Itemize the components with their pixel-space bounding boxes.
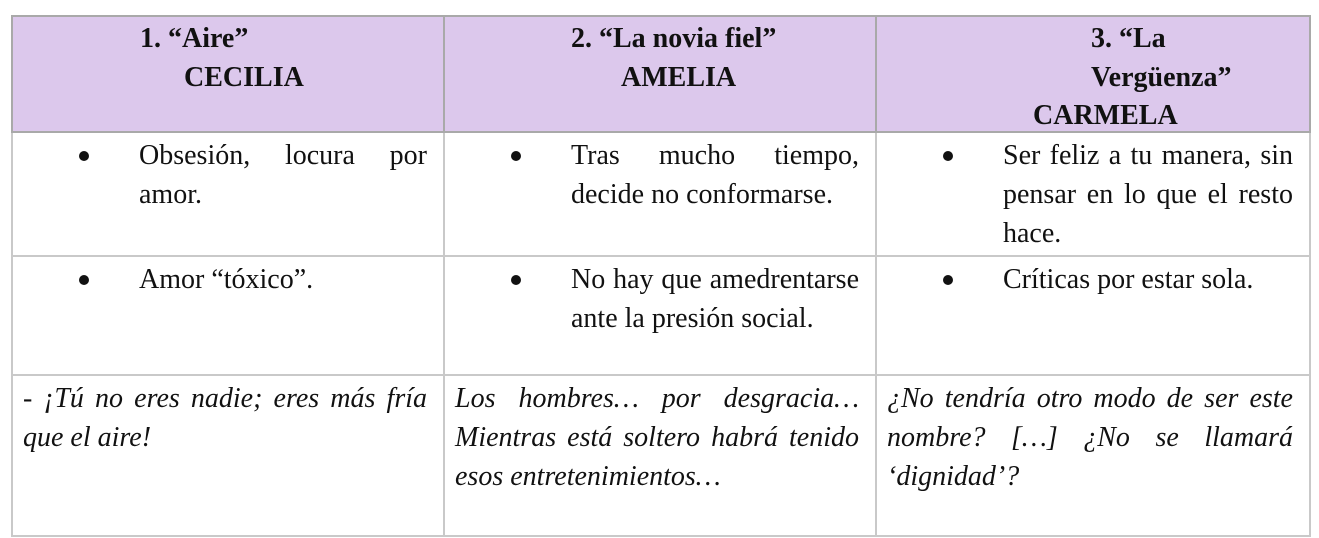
bullet-icon	[943, 275, 953, 285]
header-title: 1. “Aire”	[140, 23, 249, 54]
bullet-icon	[511, 275, 521, 285]
comparison-table	[11, 15, 1311, 537]
table-row	[12, 256, 1310, 375]
bullet-text: Obsesión, locura por amor.	[139, 140, 427, 210]
bullet-text: Amor “tóxico”.	[139, 264, 314, 295]
header-title-continued: Vergüenza”	[1091, 62, 1232, 93]
table-cell	[12, 132, 444, 256]
quote-cell: ¿No tendría otro modo de ser este nombre? […] ¿No se llamará ‘dignidad’?	[876, 375, 1310, 536]
header-cell-verguenza	[876, 16, 1310, 132]
table-row	[12, 132, 1310, 256]
bullet-text: Tras mucho tiempo, decide no conformarse.	[571, 140, 859, 210]
header-title: 3. “La	[1091, 23, 1166, 54]
bullet-text: Críticas por estar sola.	[1003, 264, 1254, 295]
table-cell	[444, 132, 876, 256]
quote-cell: Los hombres… por desgracia… Mientras está soltero habrá tenido esos entretenimientos…	[444, 375, 876, 536]
table-cell	[12, 256, 444, 375]
header-cell-aire	[12, 16, 444, 132]
header-cell-novia-fiel	[444, 16, 876, 132]
table-row	[12, 375, 1310, 536]
quote-cell: - ¡Tú no eres nadie; eres más fría que el aire!	[12, 375, 444, 536]
header-title: 2. “La novia fiel”	[571, 23, 777, 54]
header-character: CECILIA	[184, 62, 304, 93]
bullet-icon	[79, 275, 89, 285]
header-character: AMELIA	[621, 62, 737, 93]
table-cell	[876, 132, 1310, 256]
bullet-icon	[511, 151, 521, 161]
header-character: CARMELA	[1033, 100, 1178, 131]
table-cell	[444, 256, 876, 375]
header-row	[12, 16, 1310, 132]
table-cell	[876, 256, 1310, 375]
bullet-text: No hay que amedrentarse ante la presión social.	[571, 264, 859, 334]
bullet-text: Ser feliz a tu manera, sin pensar en lo que el resto hace.	[1003, 140, 1293, 249]
bullet-icon	[943, 151, 953, 161]
bullet-icon	[79, 151, 89, 161]
